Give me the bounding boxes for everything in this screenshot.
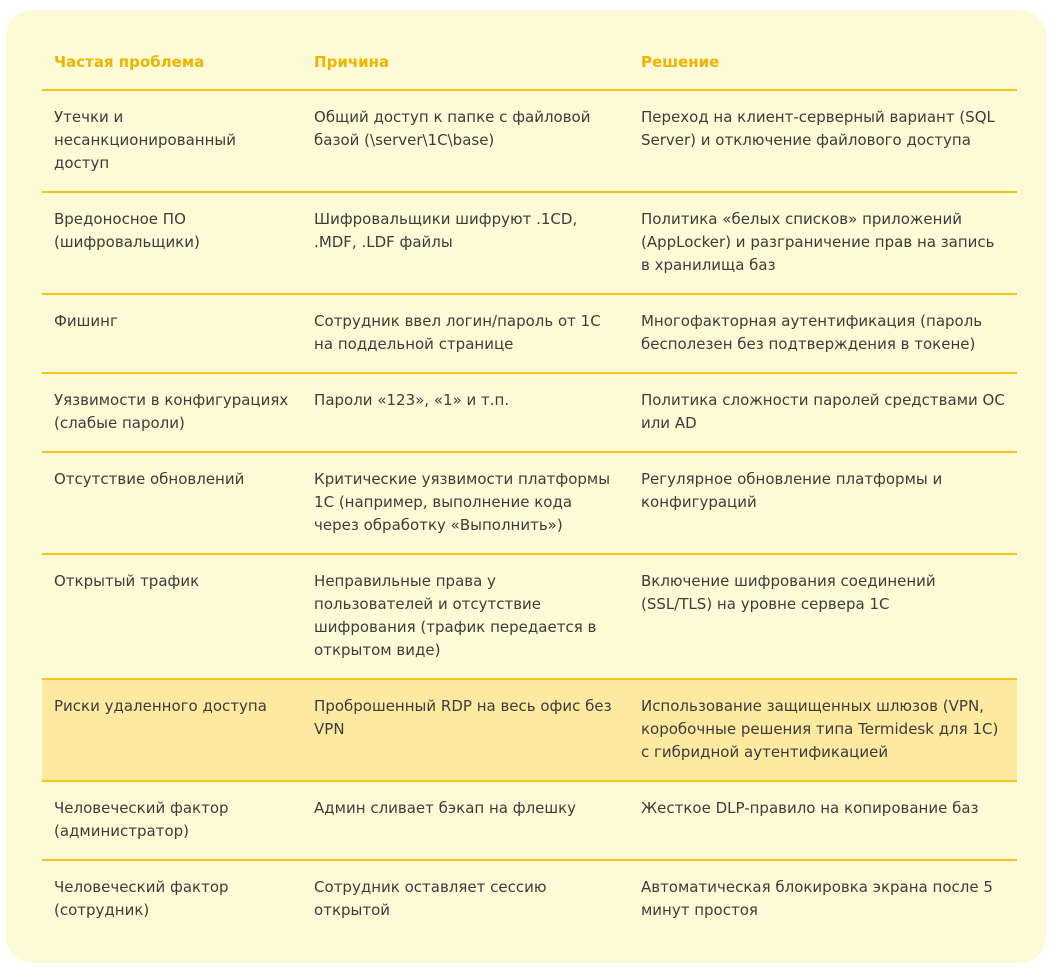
problem-cell: Утечки и несанкционированный доступ (42, 90, 302, 192)
cause-cell: Неправильные права у пользователей и отсутствие шифрования (трафик передается в открытом виде) (302, 554, 629, 679)
column-header-solution: Решение (629, 46, 1017, 90)
problem-cell: Риски удаленного доступа (42, 679, 302, 781)
cause-cell: Сотрудник ввел логин/пароль от 1С на поддельной странице (302, 294, 629, 373)
solution-cell: Жесткое DLP-правило на копирование баз (629, 781, 1017, 860)
table-row-highlighted (42, 679, 1017, 781)
problem-cell: Вредоносное ПО (шифровальщики) (42, 192, 302, 294)
cause-cell: Критические уязвимости платформы 1С (например, выполнение кода через обработку «Выполнить») (302, 452, 629, 554)
table-row (42, 452, 1017, 554)
security-issues-table (42, 46, 1017, 938)
table-row (42, 90, 1017, 192)
solution-cell: Переход на клиент-серверный вариант (SQL Server) и отключение файлового доступа (629, 90, 1017, 192)
cause-cell: Проброшенный RDP на весь офис без VPN (302, 679, 629, 781)
problem-cell: Отсутствие обновлений (42, 452, 302, 554)
problem-cell: Фишинг (42, 294, 302, 373)
column-header-problem: Частая проблема (42, 46, 302, 90)
solution-cell: Политика «белых списков» приложений (AppLocker) и разграничение прав на запись в хранилища баз (629, 192, 1017, 294)
table-row (42, 373, 1017, 452)
cause-cell: Админ сливает бэкап на флешку (302, 781, 629, 860)
column-header-cause: Причина (302, 46, 629, 90)
problem-cell: Человеческий фактор (администратор) (42, 781, 302, 860)
problem-cell: Уязвимости в конфигурациях (слабые пароли) (42, 373, 302, 452)
cause-cell: Сотрудник оставляет сессию открытой (314, 878, 547, 919)
solution-cell: Политика сложности паролей средствами ОС или AD (629, 373, 1017, 452)
problem-cell: Человеческий фактор (сотрудник) (54, 878, 229, 919)
solution-cell: Использование защищенных шлюзов (VPN, коробочные решения типа Termidesk для 1С) с гибридной аутентификацией (629, 679, 1017, 781)
solution-cell: Автоматическая блокировка экрана после 5 минут простоя (640, 878, 993, 919)
problem-cell: Открытый трафик (42, 554, 302, 679)
table-row (42, 192, 1017, 294)
solution-cell: Включение шифрования соединений (SSL/TLS) на уровне сервера 1С (629, 554, 1017, 679)
solution-cell: Многофакторная аутентификация (пароль бесполезен без подтверждения в токене) (629, 294, 1017, 373)
table-row (42, 554, 1017, 679)
table-row (42, 294, 1017, 373)
cause-cell: Общий доступ к папке с файловой базой (\server\1C\base) (302, 90, 629, 192)
cause-cell: Пароли «123», «1» и т.п. (302, 373, 629, 452)
table-card (6, 10, 1046, 963)
cause-cell: Шифровальщики шифруют .1CD, .MDF, .LDF файлы (302, 192, 629, 294)
table-row (42, 860, 1017, 938)
table-header-row (42, 46, 1017, 90)
solution-cell: Регулярное обновление платформы и конфигураций (629, 452, 1017, 554)
table-row (42, 781, 1017, 860)
